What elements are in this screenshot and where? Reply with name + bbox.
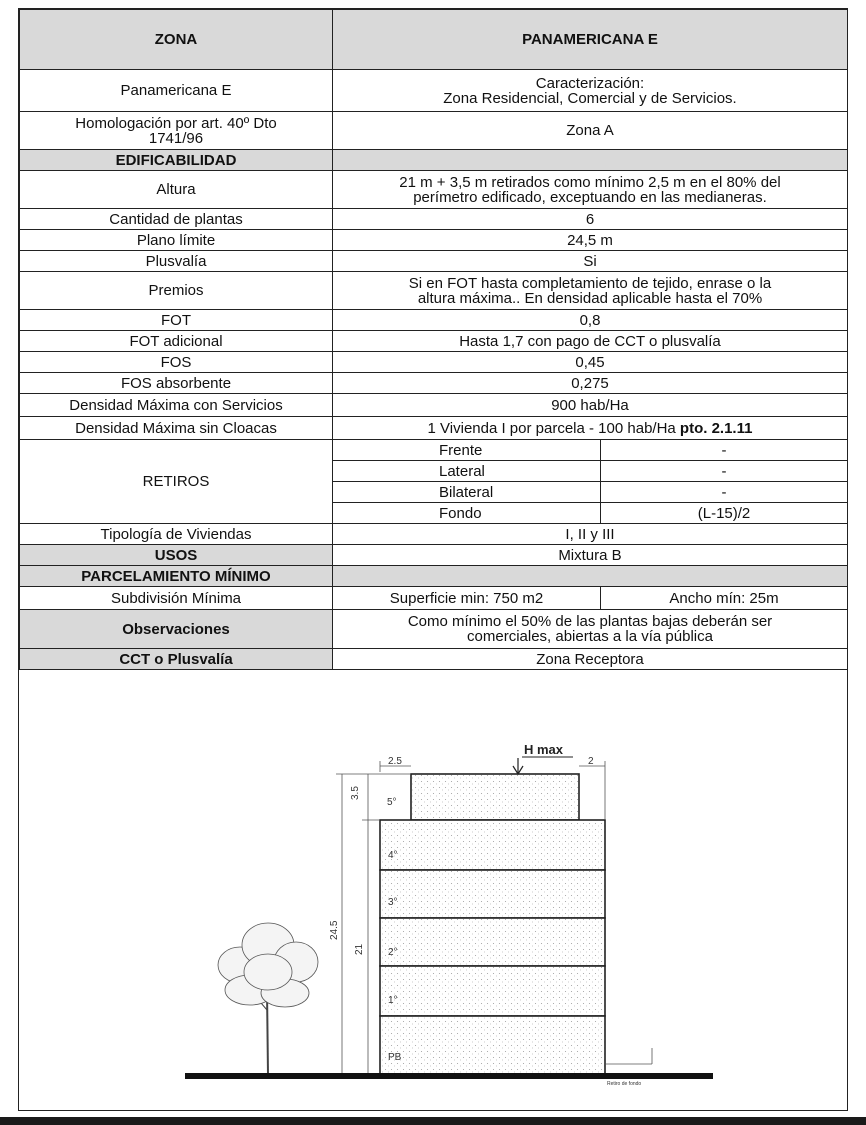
row-label: Premios — [20, 272, 333, 310]
row-label: Densidad Máxima con Servicios — [20, 394, 333, 417]
ground-line — [185, 1073, 713, 1079]
table-row — [20, 70, 848, 112]
subdivision-superficie: Superficie min: 750 m2 — [333, 587, 601, 610]
hmax-label: H max — [524, 742, 564, 757]
dim-label: 2.5 — [388, 756, 402, 767]
ground-note: Retiro de fondo — [607, 1081, 642, 1087]
bottom-border — [0, 1117, 866, 1125]
floor-pb — [380, 1016, 605, 1075]
table-row — [20, 352, 848, 373]
homologacion-decree: 1741/96 — [148, 129, 204, 147]
row-value: Zona Receptora — [333, 649, 848, 670]
row-value: 0,275 — [333, 373, 848, 394]
section-blank — [333, 566, 848, 587]
floor-label: 2° — [388, 947, 398, 958]
row-label: CCT o Plusvalía — [20, 649, 333, 670]
retiro-name: Frente — [333, 440, 601, 461]
row-value: 24,5 m — [333, 230, 848, 251]
row-label: Plano límite — [20, 230, 333, 251]
row-label: FOS — [20, 352, 333, 373]
table-row — [20, 251, 848, 272]
row-value — [333, 70, 848, 112]
dim-label: 3.5 — [350, 786, 361, 800]
table-row — [20, 373, 848, 394]
row-label: Observaciones — [20, 610, 333, 649]
row-value — [333, 272, 848, 310]
row-label: Subdivisión Mínima — [20, 587, 333, 610]
premios-text-1: Si en FOT hasta completamiento de tejido, enrase o la — [408, 274, 772, 292]
table-row — [20, 524, 848, 545]
row-label: Cantidad de plantas — [20, 209, 333, 230]
row-label: Tipología de Viviendas — [20, 524, 333, 545]
row-value — [333, 417, 848, 440]
row-label: Altura — [20, 171, 333, 209]
floor-label: 4° — [388, 850, 398, 861]
table-row — [20, 171, 848, 209]
row-value: Mixtura B — [333, 545, 848, 566]
table-row — [20, 545, 848, 566]
tree-icon — [218, 923, 318, 1075]
altura-text-2: perímetro edificado, exceptuando en las medianeras. — [413, 188, 767, 206]
table-row — [20, 649, 848, 670]
zona-title: PANAMERICANA E — [333, 10, 848, 70]
hmax-marker — [513, 742, 573, 774]
zona-label: ZONA — [20, 10, 333, 70]
table-row — [20, 331, 848, 352]
row-label: Densidad Máxima sin Cloacas — [20, 417, 333, 440]
table-row — [20, 209, 848, 230]
zoning-table — [19, 9, 848, 670]
row-value: I, II y III — [333, 524, 848, 545]
section-title: PARCELAMIENTO MÍNIMO — [20, 566, 333, 587]
dim-label: 24.5 — [329, 920, 340, 940]
table-row — [20, 587, 848, 610]
floor-5 — [411, 774, 579, 820]
densidad-ref: pto. 2.1.11 — [679, 419, 753, 437]
observaciones-text-2: comerciales, abiertas a la vía pública — [467, 628, 713, 645]
retiro-value: - — [601, 482, 848, 503]
altura-text-1: 21 m + 3,5 m retirados como mínimo 2,5 m en el 80% del — [399, 173, 781, 191]
row-label: FOT adicional — [20, 331, 333, 352]
dim-label: 2 — [588, 756, 594, 767]
floor-1 — [380, 966, 605, 1016]
table-row — [20, 112, 848, 150]
floor-label: 1° — [388, 995, 398, 1006]
section-blank — [333, 150, 848, 171]
section-title: EDIFICABILIDAD — [20, 150, 333, 171]
row-value: 0,45 — [333, 352, 848, 373]
floor-2 — [380, 918, 605, 966]
row-value: 900 hab/Ha — [333, 394, 848, 417]
row-value: Si — [333, 251, 848, 272]
row-value — [333, 610, 848, 649]
row-value — [333, 171, 848, 209]
densidad-text: 1 Vivienda I por parcela - 100 hab/Ha — [427, 419, 680, 437]
floor-3 — [380, 870, 605, 918]
subdivision-ancho: Ancho mín: 25m — [601, 587, 848, 610]
table-row — [20, 272, 848, 310]
table-row — [20, 417, 848, 440]
retiro-value: - — [601, 440, 848, 461]
section-row-edificabilidad — [20, 150, 848, 171]
floor-label: 3° — [388, 897, 398, 908]
observaciones-text-1: Como mínimo el 50% de las plantas bajas deberán ser — [407, 613, 773, 630]
table-row — [20, 394, 848, 417]
table-header-row — [20, 10, 848, 70]
row-value: Zona A — [333, 112, 848, 150]
table-row — [20, 310, 848, 331]
retiros-row — [20, 440, 848, 461]
row-label: FOT — [20, 310, 333, 331]
premios-text-2: altura máxima.. En densidad aplicable hasta el 70% — [417, 289, 763, 307]
table-row — [20, 610, 848, 649]
retiro-value: - — [601, 461, 848, 482]
retiro-name: Fondo — [333, 503, 601, 524]
row-value: 6 — [333, 209, 848, 230]
row-label — [20, 112, 333, 150]
row-label: FOS absorbente — [20, 373, 333, 394]
row-value: 0,8 — [333, 310, 848, 331]
floor-label: PB — [388, 1052, 402, 1063]
retiro-name: Bilateral — [333, 482, 601, 503]
row-value: Hasta 1,7 con pago de CCT o plusvalía — [333, 331, 848, 352]
table-row — [20, 230, 848, 251]
floor-label: 5° — [387, 797, 397, 808]
dim-label: 21 — [354, 943, 365, 955]
row-label: USOS — [20, 545, 333, 566]
row-label: Panamericana E — [20, 70, 333, 112]
section-row-parcelamiento — [20, 566, 848, 587]
building-section-drawing — [0, 713, 866, 1113]
retiro-value: (L-15)/2 — [601, 503, 848, 524]
floor-4 — [380, 820, 605, 870]
caracterizacion-text: Zona Residencial, Comercial y de Servicios. — [443, 89, 737, 107]
retiro-name: Lateral — [333, 461, 601, 482]
row-label: Plusvalía — [20, 251, 333, 272]
homologacion-label: Homologación por art. 40º Dto — [75, 114, 277, 132]
caracterizacion-title: Caracterización: — [535, 74, 645, 92]
row-label: RETIROS — [20, 440, 333, 524]
building-floors — [380, 774, 605, 1075]
